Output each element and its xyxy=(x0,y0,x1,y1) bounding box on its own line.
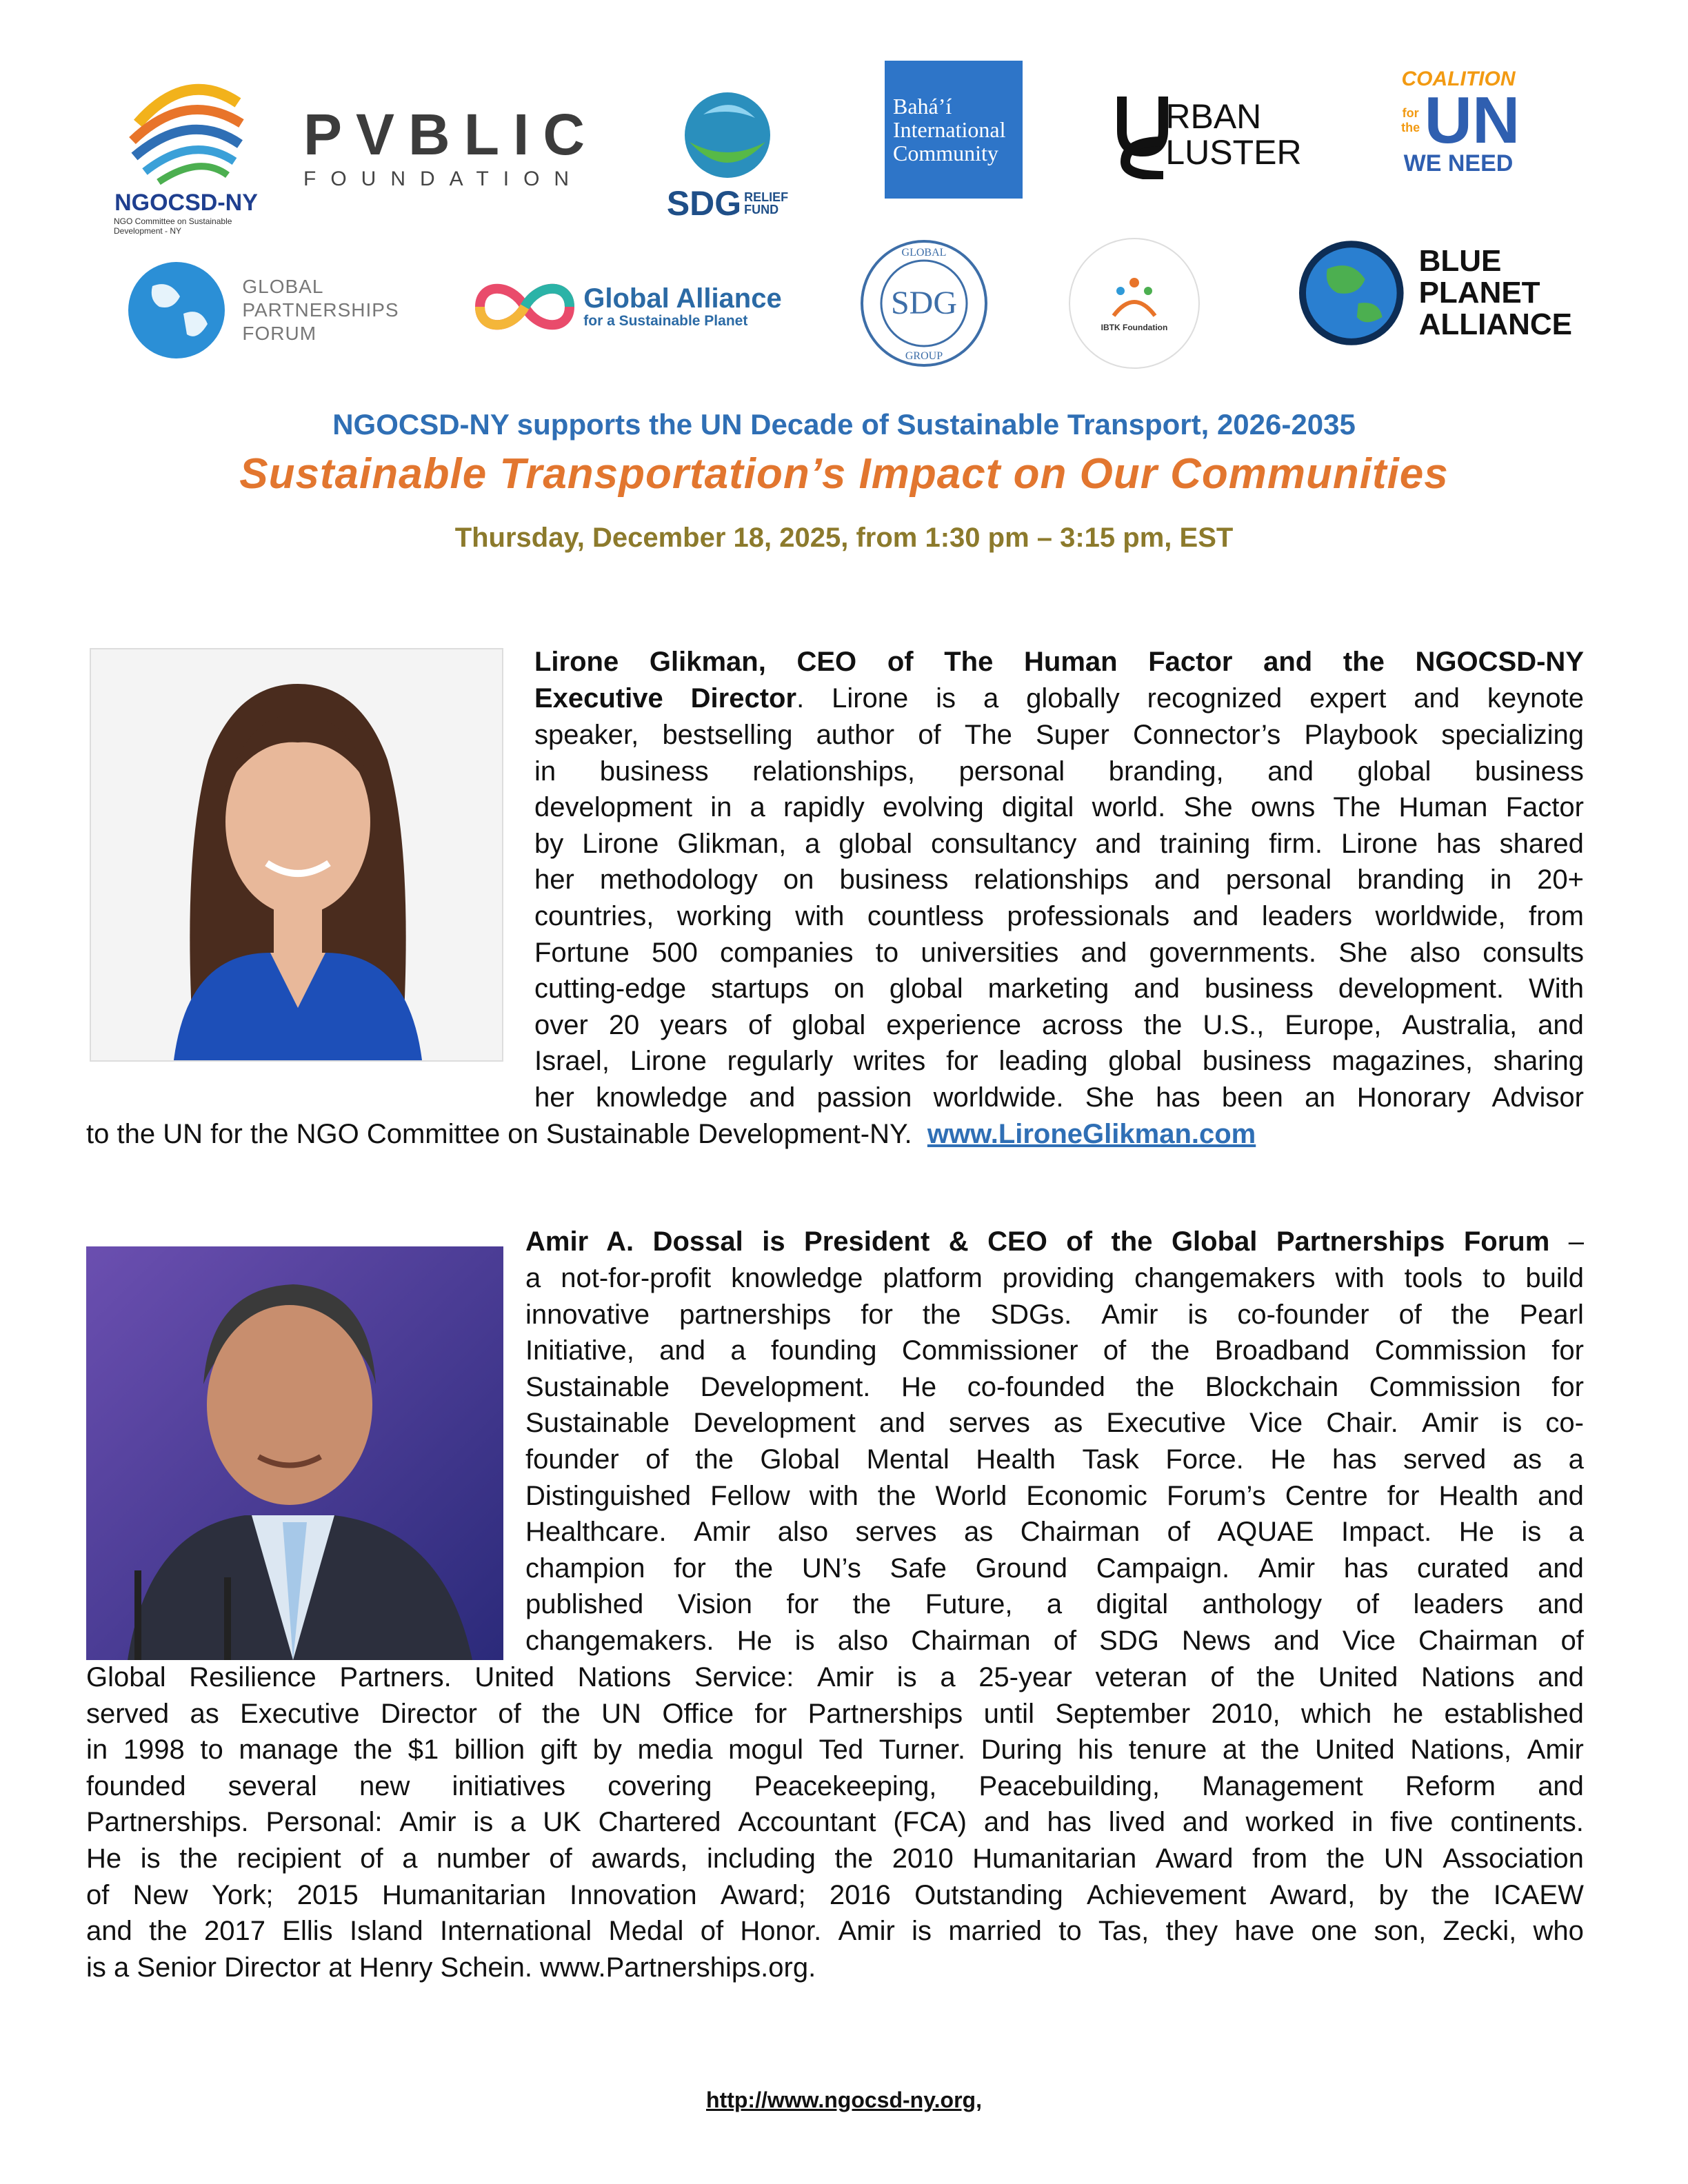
lirone-heading-part2: Executive Director xyxy=(534,683,797,714)
lirone-last-line xyxy=(86,1116,1603,1153)
coalition-top: COALITION xyxy=(1401,68,1516,90)
sdg-relief-hand-icon xyxy=(676,87,779,183)
amir-wide-line-1: Global Resilience Partners. United Nations Service: Amir is a 25-year veteran of the United Nations and xyxy=(86,1662,1584,1692)
lirone-line-7: Fortune 500 companies to universities and governments. She also consults xyxy=(534,937,1584,968)
gpf-line-1: GLOBAL xyxy=(242,276,324,297)
sdg-global-group-logo xyxy=(855,234,993,372)
event-date: Thursday, December 18, 2025, from 1:30 pm – 3:15 pm, EST xyxy=(454,523,1234,553)
ngocsd-logo-name: NGOCSD-NY xyxy=(114,189,258,216)
bahai-line-3: Community xyxy=(893,141,998,165)
lirone-line-5: her methodology on business relationships and personal branding in 20+ xyxy=(534,865,1584,896)
amir-wide-line-5: Partnerships. Personal: Amir is a UK Chartered Accountant (FCA) and has lived and worked in five continents. xyxy=(86,1807,1584,1838)
urban-cluster-logo xyxy=(1103,69,1310,200)
blue-line-1: BLUE xyxy=(1418,244,1502,278)
amir-wide-line-8: and the 2017 Ellis Island International Medal of Honor. Amir is married to Tas, they have one son, Zecki, who xyxy=(86,1916,1584,1947)
lirone-line-1: speaker, bestselling author of The Super Connector’s Playbook specializing xyxy=(534,720,1584,750)
blue-line-2: PLANET xyxy=(1418,276,1540,310)
pvblic-word: PVBLIC xyxy=(303,102,599,167)
event-title: Sustainable Transportation’s Impact on Our Communities xyxy=(239,450,1449,498)
amir-wide-line-2: served as Executive Director of the UN Office for Partnerships until September 2010, which he established xyxy=(86,1698,1584,1729)
lirone-bio-lines xyxy=(534,717,1584,1116)
blue-planet-alliance-logo xyxy=(1296,234,1572,352)
lirone-line-3: development in a rapidly evolving digital world. She owns The Human Factor xyxy=(534,792,1584,823)
amir-heading: Amir A. Dossal is President & CEO of the Global Partnerships Forum xyxy=(525,1226,1550,1257)
urban-cluster-mark-icon xyxy=(1112,90,1174,179)
coalition-un: UN xyxy=(1424,83,1520,157)
sdg-relief-sdg: SDG xyxy=(666,184,742,223)
lirone-line-4: by Lirone Glikman, a global consultancy and training firm. Lirone has shared xyxy=(534,828,1584,859)
sdgg-bottom: GROUP xyxy=(905,350,943,362)
lirone-line-9: over 20 years of global experience across the U.S., Europe, Australia, and xyxy=(534,1009,1584,1040)
coalition-for-the: for the xyxy=(1401,106,1420,134)
lirone-last-text: to the UN for the NGO Committee on Sustainable Development-NY. xyxy=(86,1119,912,1149)
coalition-bottom: WE NEED xyxy=(1403,150,1514,176)
amir-wide-line-3: in 1998 to manage the $1 billion gift by media mogul Ted Turner. During his tenure at the United Nations, Amir xyxy=(86,1735,1584,1766)
bahai-international-community-logo xyxy=(885,61,1023,199)
amir-narrow-line-5: Sustainable Development and serves as Executive Vice Chair. Amir is co- xyxy=(525,1408,1584,1439)
amir-narrow-line-8: Healthcare. Amir also serves as Chairman of AQUAE Impact. He is a xyxy=(525,1517,1584,1548)
amir-narrow-line-4: Sustainable Development. He co-founded the Blockchain Commission for xyxy=(525,1371,1584,1402)
footer-website-link[interactable]: http://www.ngocsd-ny.org, xyxy=(706,2087,982,2112)
planet-icon xyxy=(1296,238,1407,348)
globe-icon xyxy=(125,259,228,362)
amir-wide-line-7: of New York; 2015 Humanitarian Innovation Award; 2016 Outstanding Achievement Award, by the ICAEW xyxy=(86,1879,1584,1910)
amir-narrow-line-3: Initiative, and a founding Commissioner of the Broadband Commission for xyxy=(525,1335,1584,1366)
coalition-un-we-need-logo xyxy=(1379,62,1538,183)
ibtk-foundation-logo xyxy=(1069,238,1200,369)
amir-bio-narrow xyxy=(525,1260,1584,1659)
sdg-relief-line1: RELIEF xyxy=(744,190,789,204)
lirone-line-2: in business relationships, personal branding, and global business xyxy=(534,756,1584,787)
sdgg-top: GLOBAL xyxy=(901,247,947,259)
galliance-line-1: Global Alliance xyxy=(583,283,782,314)
amir-dossal-photo xyxy=(86,1246,503,1660)
amir-narrow-line-6: founder of the Global Mental Health Task Force. He has served as a xyxy=(525,1444,1584,1475)
amir-wide-line-4: founded several new initiatives covering Peacekeeping, Peacebuilding, Management Reform and xyxy=(86,1770,1584,1801)
lirone-line-1-rest: . Lirone is a globally recognized expert and keynote xyxy=(796,683,1584,714)
lirone-line-8: cutting-edge startups on global marketing and business development. With xyxy=(534,973,1584,1004)
pvblic-foundation-word: FOUNDATION xyxy=(303,168,584,190)
lirone-line-1 xyxy=(534,680,1584,717)
ngocsd-ny-logo xyxy=(103,65,269,245)
ngocsd-logo-sub: NGO Committee on Sustainable Development - NY xyxy=(114,216,232,236)
lirone-glikman-photo xyxy=(90,648,503,1062)
bahai-line-2: International xyxy=(893,117,1006,142)
amir-heading-line: Amir A. Dossal is President & CEO of the Global Partnerships Forum – xyxy=(525,1226,1585,1257)
lirone-heading-line xyxy=(534,644,1584,680)
ngocsd-swirl-icon xyxy=(124,75,248,185)
gpf-line-2: PARTNERSHIPS xyxy=(242,299,399,321)
ibtk-people-icon xyxy=(1107,274,1162,323)
sdg-global-seal-icon xyxy=(858,238,989,369)
lirone-bio xyxy=(534,680,1584,717)
lirone-line-10: Israel, Lirone regularly writes for leading global business magazines, sharing xyxy=(534,1046,1584,1077)
sdg-relief-fund-logo xyxy=(662,76,793,234)
bahai-line-1: Bahá’í xyxy=(893,94,952,119)
amir-wide-line-6: He is the recipient of a number of awards, including the 2010 Humanitarian Award from the UN Association xyxy=(86,1843,1584,1874)
amir-narrow-line-7: Distinguished Fellow with the World Economic Forum’s Centre for Health and xyxy=(525,1480,1584,1511)
svg-text:SDG: SDG xyxy=(890,285,958,321)
sdg-relief-line2: FUND xyxy=(744,203,779,216)
amir-narrow-line-9: champion for the UN’s Safe Ground Campaign. Amir has curated and xyxy=(525,1553,1584,1584)
amir-narrow-line-10: published Vision for the Future, a digital anthology of leaders and xyxy=(525,1589,1584,1620)
gpf-line-3: FORUM xyxy=(242,323,317,344)
lirone-line-6: countries, working with countless professionals and leaders worldwide, from xyxy=(534,900,1584,931)
infinity-icon xyxy=(473,279,576,334)
amir-last-line: is a Senior Director at Henry Schein. www.Partnerships.org. xyxy=(86,1952,816,1983)
lirone-line-11: her knowledge and passion worldwide. She has been an Honorary Advisor xyxy=(534,1082,1584,1113)
amir-narrow-line-1: a not-for-profit knowledge platform providing changemakers with tools to build xyxy=(525,1263,1584,1293)
lirone-website-link[interactable]: www.LironeGlikman.com xyxy=(927,1119,1256,1149)
amir-narrow-line-11: changemakers. He is also Chairman of SDG News and Vice Chairman of xyxy=(525,1625,1584,1656)
global-partnerships-forum-logo xyxy=(117,252,407,369)
urban-line-1: RBAN xyxy=(1165,97,1262,136)
galliance-line-2: for a Sustainable Planet xyxy=(583,313,748,329)
amir-bio-wide xyxy=(86,1659,1584,1950)
urban-line-2: LUSTER xyxy=(1165,133,1302,172)
pvblic-foundation-logo xyxy=(303,102,614,190)
event-subtitle: NGOCSD-NY supports the UN Decade of Sustainable Transport, 2026-2035 xyxy=(332,408,1356,441)
lirone-heading: Lirone Glikman, CEO of The Human Factor and the NGOCSD-NY xyxy=(534,647,1584,677)
amir-narrow-line-2: innovative partnerships for the SDGs. Amir is co-founder of the Pearl xyxy=(525,1299,1584,1330)
global-alliance-sustainable-planet-logo xyxy=(455,269,800,345)
ibtk-name: IBTK Foundation xyxy=(1101,323,1168,332)
blue-line-3: ALLIANCE xyxy=(1418,307,1572,341)
